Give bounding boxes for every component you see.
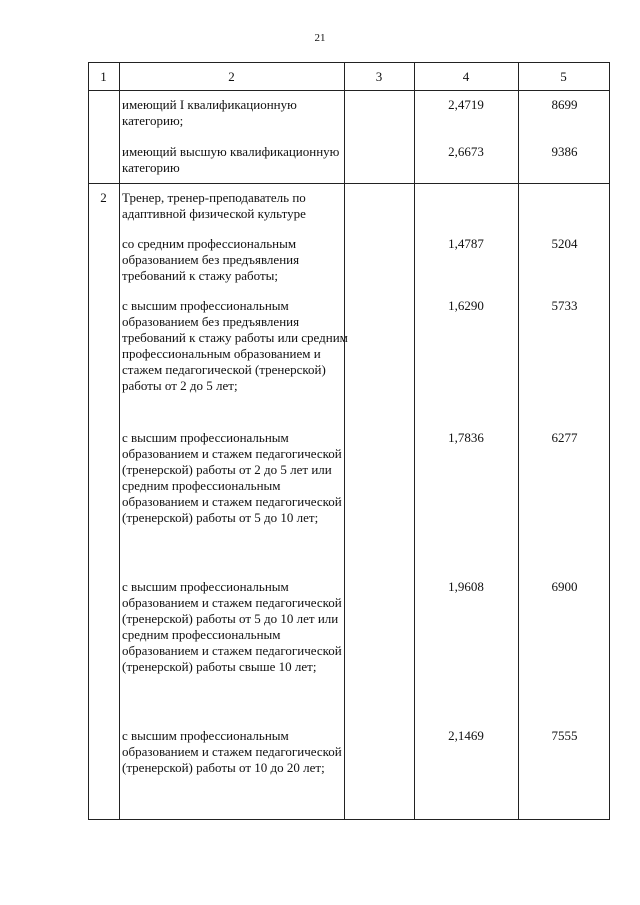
salary-value: 6277: [551, 430, 578, 445]
qualification-text: со средним профессиональным образованием без предъявления требований к стажу работы;: [122, 236, 300, 283]
qualification-text: имеющий I квалификационную категорию;: [122, 97, 297, 128]
column-header: 3: [375, 69, 383, 84]
salary-value: 7555: [551, 728, 578, 743]
column-header: 2: [228, 69, 235, 84]
row-number: 2: [100, 190, 107, 205]
page-number: 21: [314, 32, 326, 44]
column-header: 5: [560, 69, 567, 84]
salary-value: 5733: [551, 298, 578, 313]
table-border-top: [88, 62, 610, 63]
column-header: 4: [462, 69, 470, 84]
coefficient-value: 2,4719: [448, 97, 484, 112]
qualification-text: с высшим профессиональным образованием без предъявления требований к стажу работы или средним профессиональным образованием и стажем педагогической (тренерской) работы от 2 до 5 лет;: [122, 298, 348, 393]
column-divider: [119, 62, 120, 820]
qualification-text: с высшим профессиональным образованием и стажем педагогической (тренерской) работы от 10 до 20 лет;: [122, 728, 342, 775]
qualification-text: с высшим профессиональным образованием и стажем педагогической (тренерской) работы от 2 до 5 лет или средним профессиональным образованием и стажем педагогической (тренерской) работы от 5 до 10 лет;: [122, 430, 342, 525]
coefficient-value: 2,6673: [448, 144, 484, 159]
qualification-text: с высшим профессиональным образованием и стажем педагогической (тренерской) работы от 5 до 10 лет или средним профессиональным образованием и стажем педагогической (тренерской) работы свыше 10 лет;: [122, 579, 342, 674]
header-divider: [88, 90, 610, 91]
coefficient-value: 1,7836: [448, 430, 484, 445]
salary-value: 9386: [551, 144, 578, 159]
salary-value: 5204: [551, 236, 578, 251]
coefficient-value: 1,6290: [448, 298, 484, 313]
row-divider: [88, 183, 610, 184]
coefficient-value: 1,9608: [448, 579, 484, 594]
table-border-left: [88, 62, 89, 820]
salary-value: 8699: [551, 97, 578, 112]
table-border-bottom: [88, 819, 610, 820]
column-header: 1: [100, 69, 107, 84]
coefficient-value: 2,1469: [448, 728, 484, 743]
position-title: Тренер, тренер-преподаватель по адаптивной физической культуре: [122, 190, 306, 221]
qualification-text: имеющий высшую квалификационную категорию: [122, 144, 340, 175]
salary-value: 6900: [551, 579, 578, 594]
coefficient-value: 1,4787: [448, 236, 484, 251]
